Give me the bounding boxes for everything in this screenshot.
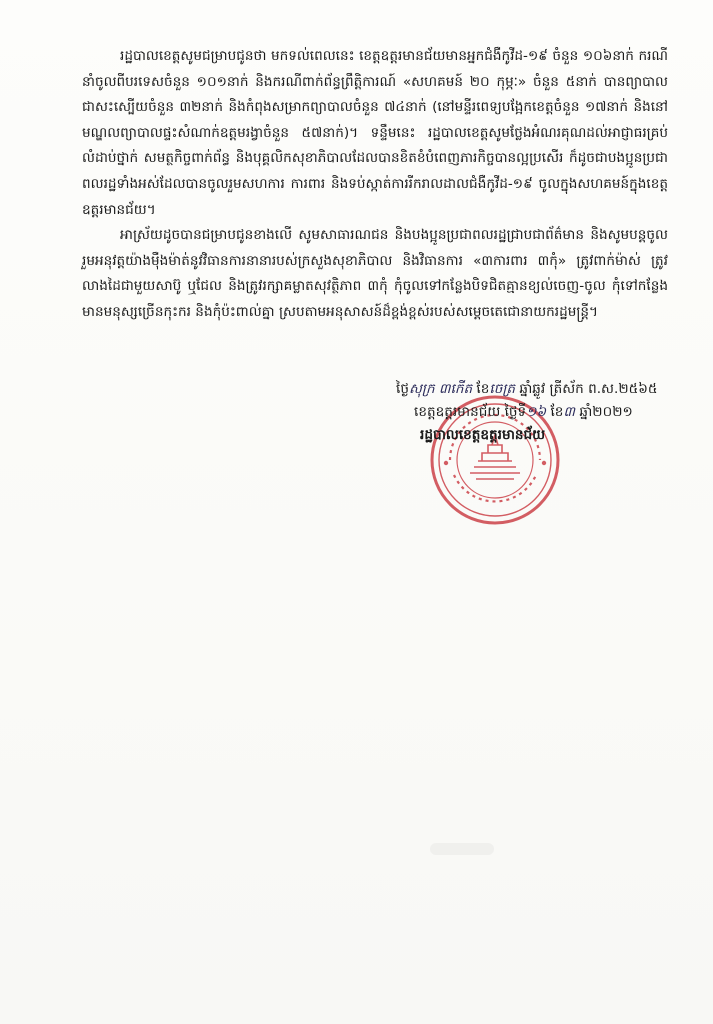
- lunar-month-handwritten: ចេត្រ: [489, 381, 515, 397]
- month-handwritten: ៣: [563, 404, 576, 420]
- month-label: ខែ: [550, 404, 564, 420]
- lunar-day-handwritten: សុក្រ ៣កើត: [408, 381, 473, 397]
- year: ឆ្នាំ២០២១: [579, 404, 633, 420]
- paragraph-recommendation: អាស្រ័យដូចបានជម្រាបជូនខាងលើ សូមសាធារណជន និងបងប្អូនប្រជាពលរដ្ឋជ្រាបជាព័ត៌មាន និងសូមបន្តចូលរួមអនុវត្តយ៉ាងម៉ឺងម៉ាត់នូវវិធានការនានារបស់ក្រសួងសុខាភិបាល និងវិធានការ «៣ការពារ ៣កុំ» ត្រូវពាក់ម៉ាស់ ត្រូវលាងដៃជាមួយសាប៊ូ ឬជែល និងត្រូវរក្សាគម្លាតសុវត្ថិភាព ៣កុំ កុំចូលទៅកន្លែងបិទជិតគ្មានខ្យល់ចេញ-ចូល កុំទៅកន្លែងមានមនុស្សច្រើនកុះករ និងកុំប៉ះពាល់គ្នា ស្របតាមអនុសាសន៍ដ៏ខ្ពង់ខ្ពស់របស់សម្តេចតេជោនាយករដ្ឋមន្ត្រី។: [82, 227, 668, 320]
- lunar-date-prefix: ថ្ងៃ: [396, 381, 409, 397]
- paper-smudge: [430, 843, 494, 855]
- signature-block: [396, 378, 696, 447]
- place-date-line: [396, 401, 696, 424]
- place-date-prefix: ខេត្តឧត្តរមានជ័យ ថ្ងៃទី: [414, 404, 527, 420]
- document-body: [82, 44, 668, 326]
- day-handwritten: ១៦: [526, 404, 547, 420]
- issuer-title: រដ្ឋបាលខេត្តឧត្តរមានជ័យ: [420, 427, 546, 443]
- lunar-year: ឆ្នាំឆ្លូវ ត្រីស័ក ព.ស.២៥៦៥: [519, 381, 658, 397]
- paragraph-situation: រដ្ឋបាលខេត្តសូមជម្រាបជូនថា មកទល់ពេលនេះ ខេត្តឧត្តរមានជ័យមានអ្នកជំងឺកូវីដ-១៩ ចំនួន ១០៦នាក់ ករណីនាំចូលពីបរទេសចំនួន ១០១នាក់ និងករណីពាក់ព័ន្ធព្រឹត្តិការណ៍ «សហគមន៍ ២០ កុម្ភៈ» ចំនួន ៥នាក់ បានព្យាបាលជាសះស្បើយចំនួន ៣២នាក់ និងកំពុងសម្រាកព្យាបាលចំនួន ៧៤នាក់ (នៅមន្ទីរពេទ្យបង្អែកខេត្តចំនួន ១៧នាក់ និងនៅមណ្ឌលព្យាបាលផ្ទះសំណាក់ឧត្តមរង្វាចំនួន ៥៧នាក់)។ ទន្ទឹមនេះ រដ្ឋបាលខេត្តសូមថ្លែងអំណរគុណដល់អាជ្ញាធរគ្រប់លំដាប់ថ្នាក់ សមត្ថកិច្ចពាក់ព័ន្ធ និងបុគ្គលិកសុខាភិបាលដែលបានខិតខំបំពេញភារកិច្ចបានល្អប្រសើរ ក៏ដូចជាបងប្អូនប្រជាពលរដ្ឋទាំងអស់ដែលបានចូលរួមសហការ ការពារ និងទប់ស្កាត់ការរីករាលដាលជំងឺកូវីដ-១៩ ចូលក្នុងសហគមន៍ក្នុងខេត្តឧត្តរមានជ័យ។: [82, 48, 668, 218]
- lunar-month-label: ខែ: [476, 381, 490, 397]
- lunar-date-line: [396, 378, 696, 401]
